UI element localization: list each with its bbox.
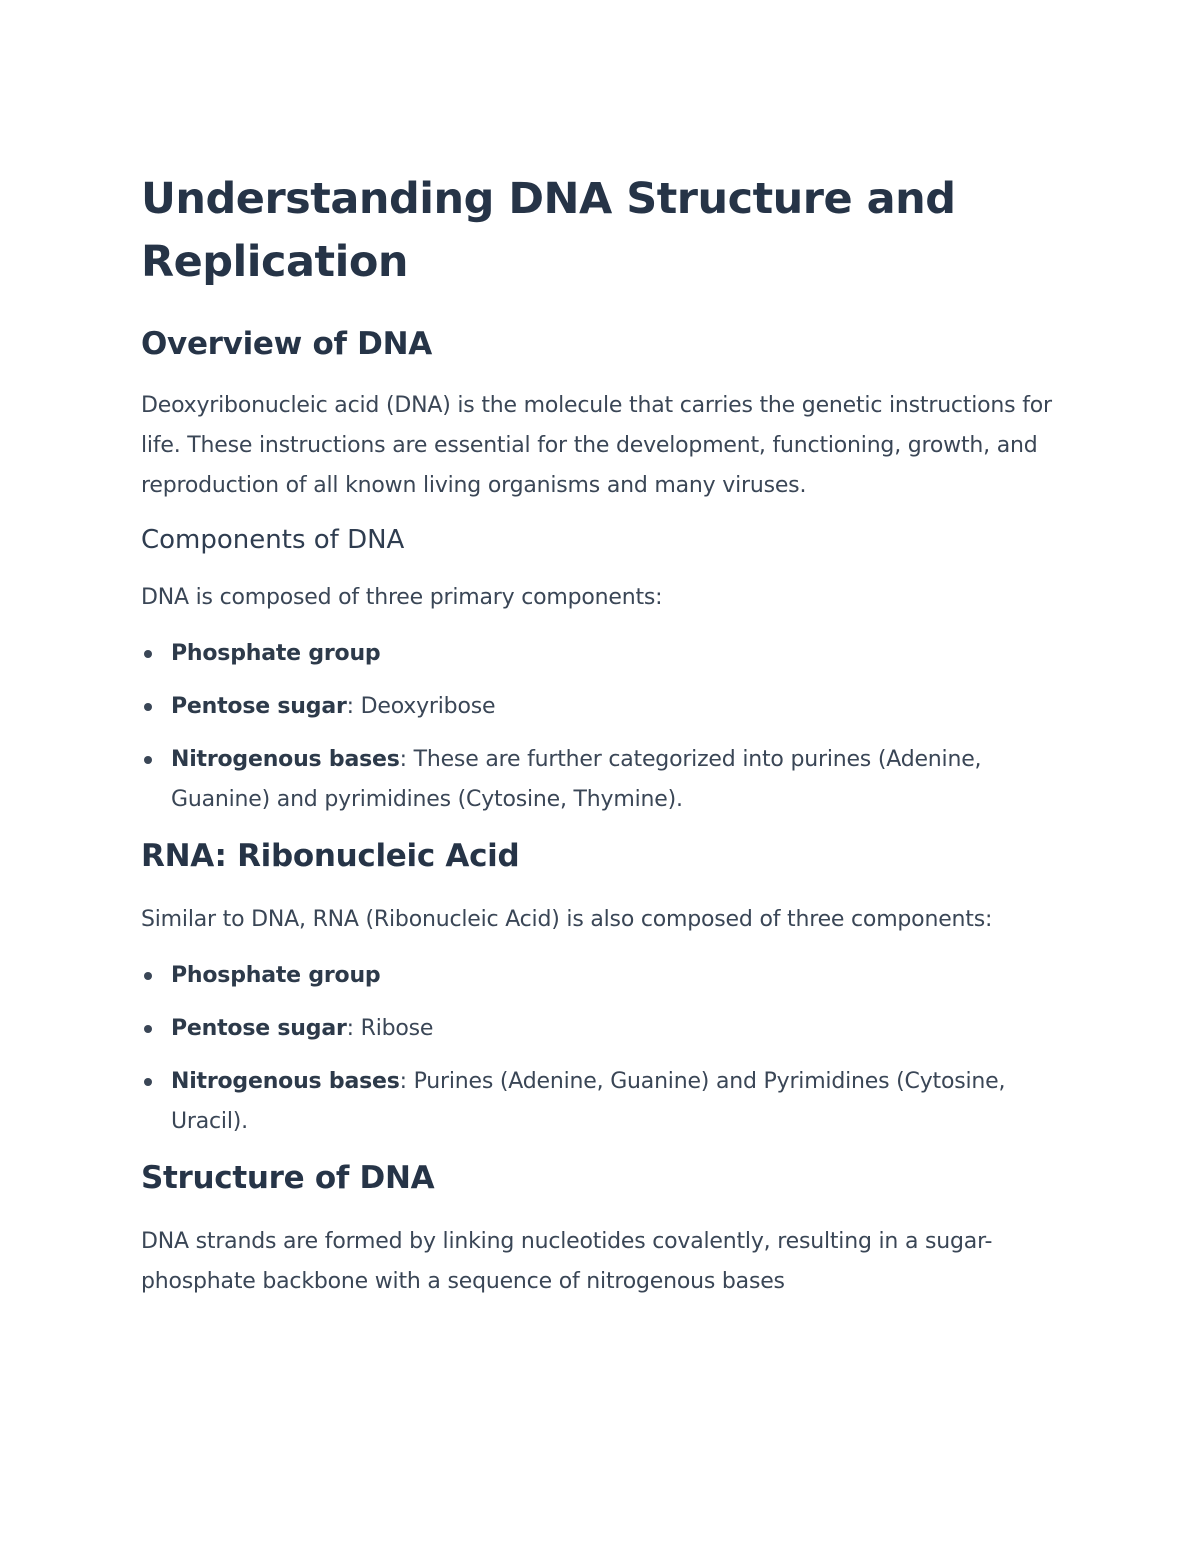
- section-components: [141, 522, 1061, 820]
- list-item-term: Nitrogenous bases: [171, 747, 400, 772]
- list-item-term: Phosphate group: [171, 641, 381, 666]
- document-page: [141, 168, 1061, 1318]
- bullet-icon: [144, 1025, 152, 1033]
- list-item-text: : Ribose: [346, 1016, 434, 1041]
- list-item: [141, 956, 1061, 996]
- bullet-icon: [144, 972, 152, 980]
- page-title: Understanding DNA Structure and Replication: [141, 174, 956, 287]
- list-item-text: : These are further categorized into purines (Adenine, Guanine) and pyrimidines (Cytosine, Thymine).: [171, 747, 982, 812]
- section-overview: [141, 324, 1061, 506]
- section-heading-overview: Overview of DNA: [141, 326, 432, 362]
- components-intro: DNA is composed of three primary components:: [141, 585, 663, 610]
- subsection-heading-components: Components of DNA: [141, 525, 405, 555]
- list-item-text: : Deoxyribose: [346, 694, 496, 719]
- list-item: [141, 634, 1061, 674]
- list-item: [141, 1009, 1061, 1049]
- list-item: [141, 740, 1061, 820]
- section-heading-rna: RNA: Ribonucleic Acid: [141, 838, 520, 874]
- section-heading-structure: Structure of DNA: [141, 1160, 435, 1196]
- list-item-term: Nitrogenous bases: [171, 1069, 400, 1094]
- bullet-icon: [144, 703, 152, 711]
- list-item-term: Pentose sugar: [171, 1016, 347, 1041]
- list-item-term: Pentose sugar: [171, 694, 347, 719]
- list-item: [141, 687, 1061, 727]
- dna-components-list: [141, 634, 1061, 820]
- overview-paragraph: Deoxyribonucleic acid (DNA) is the molecule that carries the genetic instructions for life. These instructions are essential for the development, functioning, growth, and reproduction of all known living organisms and many viruses.: [141, 393, 1052, 498]
- list-item-term: Phosphate group: [171, 963, 381, 988]
- structure-paragraph: DNA strands are formed by linking nucleotides covalently, resulting in a sugar-phosphate backbone with a sequence of nitrogenous bases: [141, 1229, 993, 1294]
- rna-intro: Similar to DNA, RNA (Ribonucleic Acid) is also composed of three components:: [141, 907, 993, 932]
- section-structure: [141, 1158, 1061, 1302]
- bullet-icon: [144, 756, 152, 764]
- list-item-text: : Purines (Adenine, Guanine) and Pyrimidines (Cytosine, Uracil).: [171, 1069, 1006, 1134]
- rna-components-list: [141, 956, 1061, 1142]
- bullet-icon: [144, 650, 152, 658]
- section-rna: [141, 836, 1061, 1142]
- list-item: [141, 1062, 1061, 1142]
- bullet-icon: [144, 1078, 152, 1086]
